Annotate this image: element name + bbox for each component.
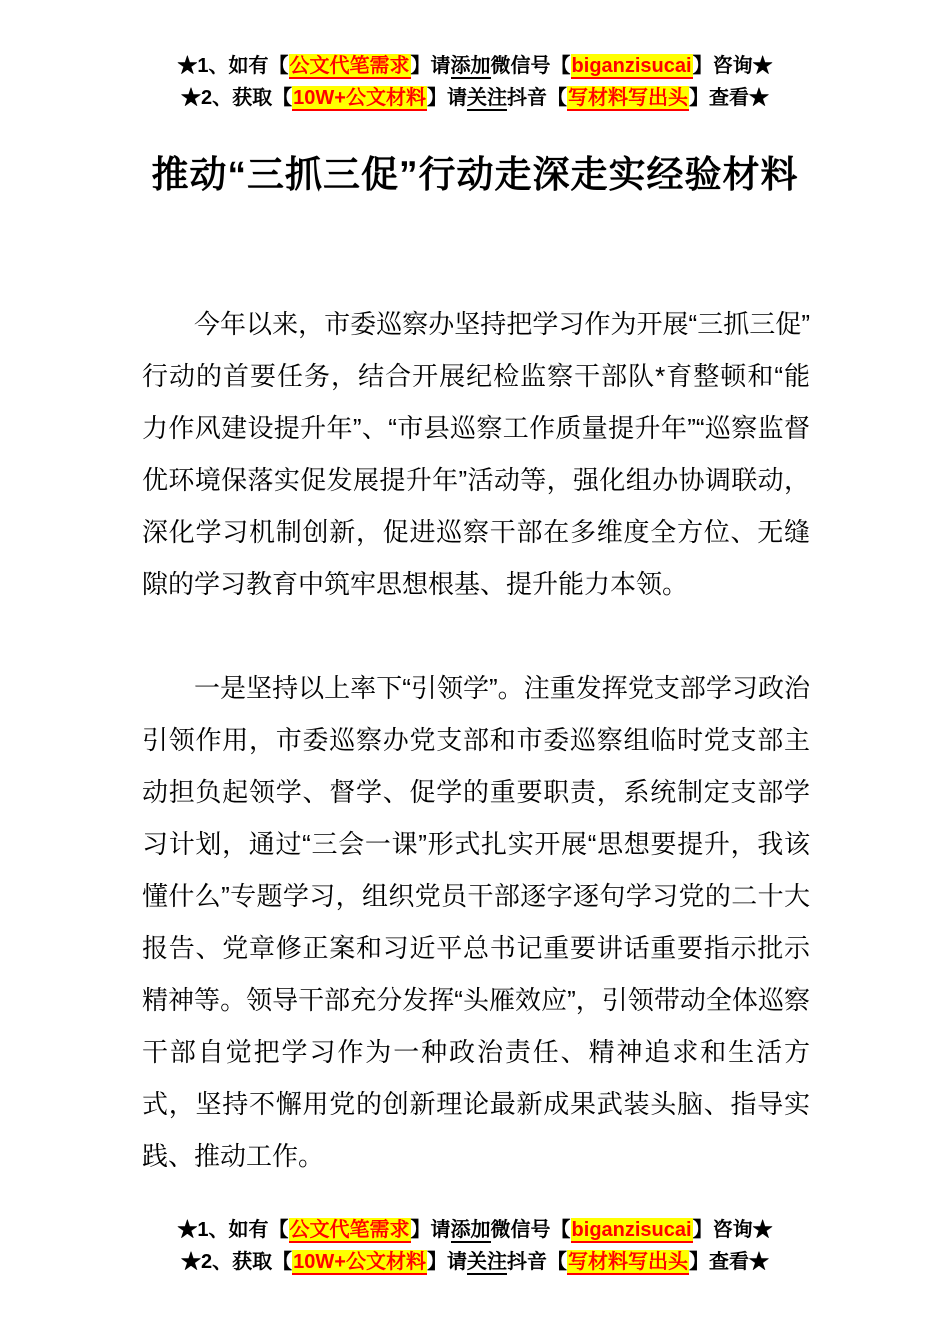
promo-segment-plain: 微信号【 — [490, 55, 571, 77]
promo-segment-plain: 】咨询★ — [692, 55, 773, 77]
promo-segment-u: 添加 — [450, 55, 491, 77]
promo-footer-line-2 — [0, 1246, 950, 1278]
promo-segment-plain: 】咨询★ — [692, 1219, 773, 1241]
promo-segment-plain: 抖音【 — [506, 87, 567, 109]
promo-segment-u: 关注 — [466, 1251, 507, 1273]
document-title: 推动“三抓三促”行动走深走实经验材料 — [151, 154, 799, 195]
body-paragraph: 一是坚持以上率下“引领学”。注重发挥党支部学习政治引领作用，市委巡察办党支部和市委巡察组临时党支部主动担负起领学、督学、促学的重要职责，系统制定支部学习计划，通过“三会一课”形式扎实开展“思想要提升，我该懂什么”专题学习，组织党员干部逐字逐句学习党的二十大报告、党章修正案和习近平总书记重要讲话重要指示批示精神等。领导干部充分发挥“头雁效应”，引领带动全体巡察干部自觉把学习作为一种政治责任、精神追求和生活方式，坚持不懈用党的创新理论最新成果武装头脑、指导实践、推动工作。 — [142, 673, 810, 1171]
promo-segment-plain: 】查看★ — [688, 87, 769, 109]
promo-footer — [0, 1214, 950, 1278]
promo-segment-hl: 写材料写出头 — [567, 1251, 688, 1273]
promo-segment-plain: ★1、如有【 — [177, 55, 289, 77]
promo-segment-plain: ★2、获取【 — [181, 87, 293, 109]
promo-segment-plain: 抖音【 — [506, 1251, 567, 1273]
promo-segment-plain: 】请 — [410, 1219, 451, 1241]
promo-segment-hl: 写材料写出头 — [567, 87, 688, 109]
promo-segment-hl: biganzisucai — [571, 1219, 692, 1241]
promo-footer-line-1 — [0, 1214, 950, 1246]
promo-header-line-2 — [0, 82, 950, 114]
promo-segment-hl: 公文代笔需求 — [289, 1219, 410, 1241]
promo-segment-plain: 微信号【 — [490, 1219, 571, 1241]
document-body — [142, 298, 810, 1182]
promo-segment-u: 关注 — [466, 87, 507, 109]
promo-segment-hl: 10W+公文材料 — [293, 1251, 426, 1273]
promo-segment-plain: 】查看★ — [688, 1251, 769, 1273]
promo-segment-plain: ★2、获取【 — [181, 1251, 293, 1273]
promo-segment-hl: biganzisucai — [571, 55, 692, 77]
promo-segment-hl: 10W+公文材料 — [293, 87, 426, 109]
promo-segment-hl: 公文代笔需求 — [289, 55, 410, 77]
promo-header — [0, 0, 950, 114]
promo-segment-plain: 】请 — [410, 55, 451, 77]
promo-segment-u: 添加 — [450, 1219, 491, 1241]
body-paragraph: 今年以来，市委巡察办坚持把学习作为开展“三抓三促”行动的首要任务，结合开展纪检监察干部队*育整顿和“能力作风建设提升年”、“市县巡察工作质量提升年”“巡察监督优环境保落实促发展提升年”活动等，强化组办协调联动，深化学习机制创新，促进巡察干部在多维度全方位、无缝隙的学习教育中筑牢思想根基、提升能力本领。 — [142, 309, 810, 599]
promo-segment-plain: ★1、如有【 — [177, 1219, 289, 1241]
promo-header-line-1 — [0, 50, 950, 82]
promo-segment-plain: 】请 — [426, 1251, 467, 1273]
promo-segment-plain: 】请 — [426, 87, 467, 109]
